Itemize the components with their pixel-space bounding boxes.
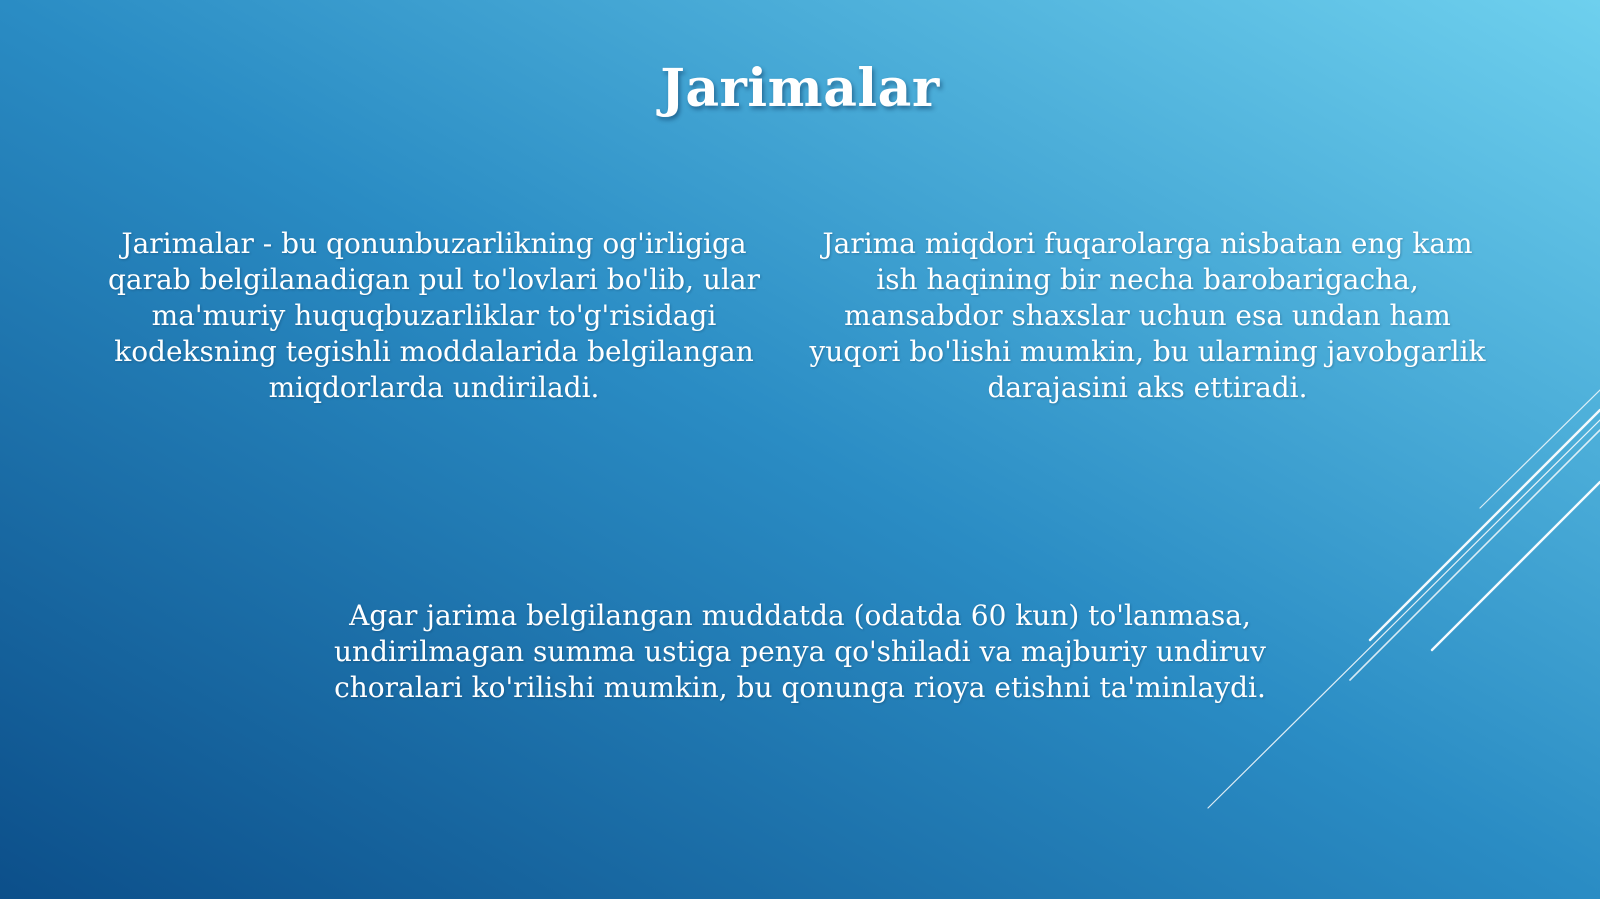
decor-line-2 xyxy=(1350,430,1600,680)
paragraph-left: Jarimalar - bu qonunbuzarlikning og'irligiga qarab belgilanadigan pul to'lovlari bo'lib, ular ma'muriy huquqbuzarliklar to'g'risidagi kodeksning tegishli moddalarida belgilangan miqdorlarda undiriladi. xyxy=(108,227,760,404)
paragraph-right: Jarima miqdori fuqarolarga nisbatan eng kam ish haqining bir necha barobarigacha, mansabdor shaxslar uchun esa undan ham yuqori bo'lishi mumkin, bu ularning javobgarlik darajasini aks ettiradi. xyxy=(809,227,1486,404)
slide-title: Jarimalar xyxy=(660,58,940,119)
decor-line-4 xyxy=(1432,482,1600,650)
decor-line-3 xyxy=(1370,410,1600,640)
paragraph-bottom: Agar jarima belgilangan muddatda (odatda 60 kun) to'lanmasa, undirilmagan summa ustiga penya qo'shiladi va majburiy undiruv choralari ko'rilishi mumkin, bu qonunga rioya etishni ta'minlaydi. xyxy=(334,599,1266,704)
decor-line-1 xyxy=(1208,420,1600,808)
